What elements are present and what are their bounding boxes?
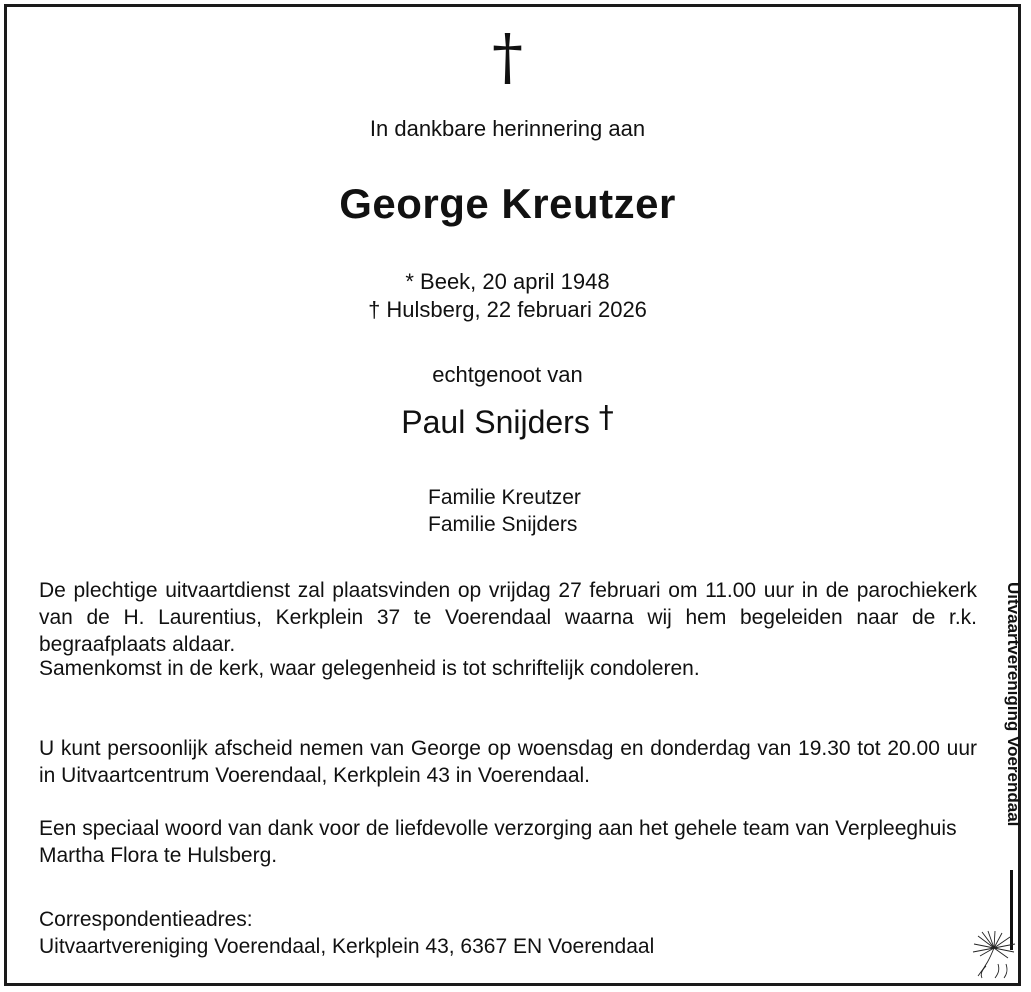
spouse-cross-icon: † [598,400,614,435]
thanks-paragraph: Een speciaal woord van dank voor de liefdevolle verzorging aan het gehele team van Verpleeghuis Martha Flora te Hulsberg. [39,817,957,867]
life-dates [0,268,1015,324]
deceased-name: George Kreutzer [339,180,676,227]
gathering-paragraph: Samenkomst in de kerk, waar gelegenheid is tot schriftelijk condoleren. [39,657,700,680]
correspondence-label: Correspondentieadres: [39,908,253,931]
born-line: * Beek, 20 april 1948 [405,269,610,294]
spouse-intro: echtgenoot van [432,362,583,387]
correspondence-address [39,906,977,960]
correspondence-value: Uitvaartvereniging Voerendaal, Kerkplein 43, 6367 EN Voerendaal [39,935,655,958]
cross-icon: † [492,20,523,93]
intro-text: In dankbare herinnering aan [369,116,646,141]
flower-icon [968,930,1020,980]
farewell-paragraph: U kunt persoonlijk afscheid nemen van George op woensdag en donderdag van 19.30 tot 20.00 uur in Uitvaartcentrum Voerendaal, Kerkplein 43 in Voerendaal. [39,737,977,787]
died-line: † Hulsberg, 22 februari 2026 [368,297,647,322]
family-line: Familie Snijders [428,513,578,536]
spouse-line [0,400,1015,441]
families-list [428,484,581,538]
service-paragraph: De plechtige uitvaartdienst zal plaatsvinden op vrijdag 27 februari om 11.00 uur in de parochiekerk van de H. Laurentius, Kerkplein 37 te Voerendaal waarna wij hem begeleiden naar de r.k. begraafplaats aldaar. [39,579,977,656]
spouse-name: Paul Snijders [401,404,590,440]
sidebar-organization: Uitvaartvereniging Voerendaal [1004,582,1023,827]
family-line: Familie Kreutzer [428,486,581,509]
